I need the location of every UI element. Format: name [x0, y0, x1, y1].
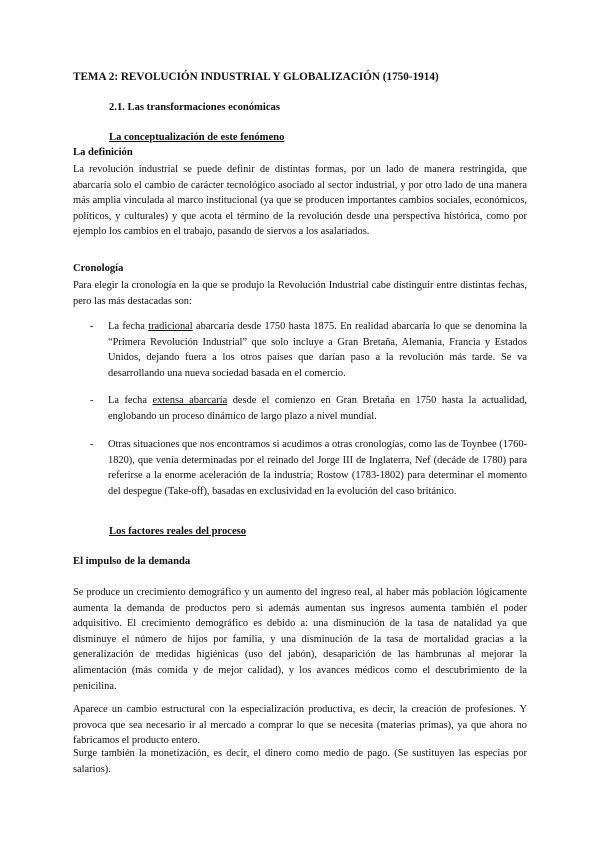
document-title: TEMA 2: REVOLUCIÓN INDUSTRIAL Y GLOBALIZACIÓN (1750-1914)	[73, 71, 439, 83]
bullet-dash: -	[90, 395, 94, 406]
section-heading-conceptualizacion: La conceptualización de este fenómeno	[109, 132, 285, 143]
demanda-heading: El impulso de la demanda	[73, 556, 191, 567]
cronologia-list	[90, 393, 527, 424]
cronologia-intro: Para elegir la cronología en la que se produjo la Revolución Industrial cabe distinguir entre distintas fechas, pero las más destacadas son:	[73, 280, 527, 307]
definicion-paragraph: La revolución industrial se puede definir de distintas formas, por un lado de manera restringida, que abarcaría solo el cambio de carácter tecnológico asociado al sector industrial, y por otro lado de una manera más amplia vinculada al marco institucional (ya que se producen importantes cambios sociales, económicos, políticos, y culturales) y que acota el término de la revolución desde una perspectiva histórica, como por ejemplo los cambios en el trabajo, pasando de siervos a los asalariados.	[73, 164, 527, 238]
cronologia-list	[90, 437, 527, 499]
bullet-dash: -	[90, 439, 94, 450]
bullet-dash: -	[90, 321, 94, 332]
underlined-term: extensa abarcaría	[152, 395, 228, 406]
definicion-heading: La definición	[73, 147, 133, 158]
list-item: - Otras situaciones que nos encontramos si acudimos a otras cronologías, como las de Toynbee (1760-1820), que venía determinadas por el reinado del Jorge III de Inglaterra, Nef (decáde de 1780) para referirse a la enorme aceleración de la industria; Rostow (1783-1802) para determinar el momento del despegue (Take-off), basadas en exclusividad en la evolución del caso británico.	[90, 439, 527, 497]
list-item: - La fecha tradicional abarcaría desde 1750 hasta 1875. En realidad abarcaría lo que se denomina la “Primera Revolución Industrial” que solo incluye a Gran Bretaña, Alemania, Francia y Estados Unidos, dejando fuera a los otros países que darían paso a la revolución más tarde. Se va desarrollando una nueva sociedad basada en el comercio.	[90, 321, 527, 379]
underlined-term: tradicional	[148, 321, 193, 332]
section-subtitle: 2.1. Las transformaciones económicas	[109, 102, 280, 113]
demanda-paragraph-2: Aparece un cambio estructural con la especialización productiva, es decir, la creación de profesiones. Y provoca que sea necesario ir al mercado a comprar lo que se necesita (materias primas), ya que ahora no fabricamos el producto entero.	[73, 704, 527, 747]
list-item: - La fecha extensa abarcaría desde el comienzo en Gran Bretaña en 1750 hasta la actualidad, englobando un proceso dinámico de largo plazo a nivel mundial.	[90, 395, 527, 422]
demanda-paragraph-3: Surge también la monetización, es decir, el dinero como medio de pago. (Se sustituyen las especias por salarios).	[73, 748, 527, 775]
section-heading-factores: Los factores reales del proceso	[109, 526, 247, 537]
cronologia-heading: Cronología	[73, 263, 124, 274]
demanda-paragraph-1: Se produce un crecimiento demográfico y un aumento del ingreso real, al haber más población lógicamente aumenta la demanda de productos pero si además aumentan sus ingresos aumenta también el poder adquisitivo. El crecimiento demográfico es debido a: una disminución de la tasa de natalidad ya que disminuye el número de hijos por familia, y una disminución de la tasa de mortalidad gracias a la generalización de medidas higiénicas (uso del jabón), desaparición de las hambrunas al mejorar la alimentación (más comida y de mejor calidad), y los avances médicos como el descubrimiento de la penicilina.	[73, 587, 527, 692]
cronologia-list	[90, 319, 527, 381]
